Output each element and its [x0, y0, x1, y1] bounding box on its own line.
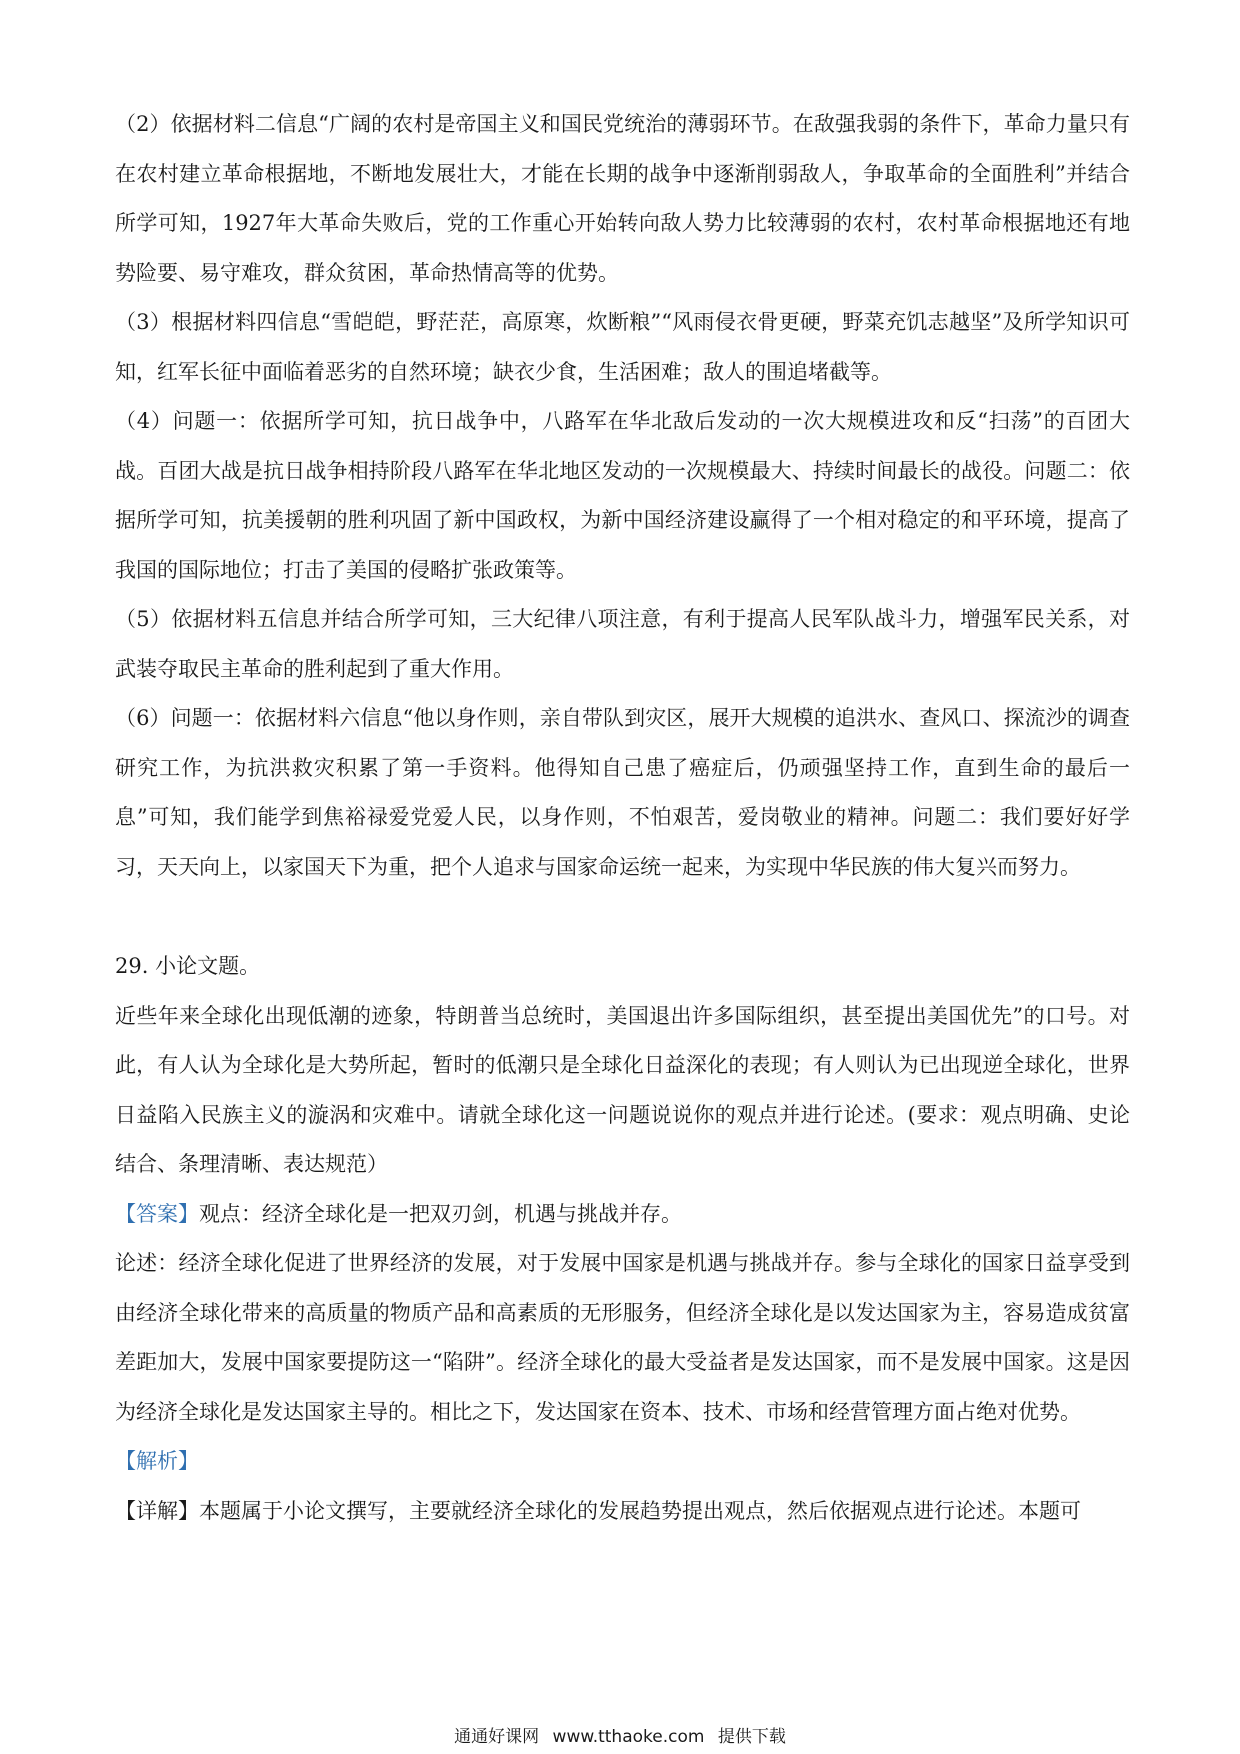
section-gap	[115, 892, 1130, 942]
detail-tag: 【详解】	[115, 1498, 199, 1523]
footer-site-name: 通通好课网	[454, 1727, 540, 1747]
document-content	[115, 100, 1130, 1536]
answer-paragraph-5: （5）依据材料五信息并结合所学可知，三大纪律八项注意，有利于提高人民军队战斗力，增强军民关系，对武装夺取民主革命的胜利起到了重大作用。	[115, 607, 1130, 681]
question-title: 29. 小论文题。	[115, 954, 261, 978]
answer-paragraph-6: （6）问题一：依据材料六信息“他以身作则，亲自带队到灾区，展开大规模的追洪水、查风口、探流沙的调查研究工作，为抗洪救灾积累了第一手资料。他得知自己患了癌症后，仍顽强坚持工作，直到生命的最后一息”可知，我们能学到焦裕禄爱党爱人民，以身作则，不怕艰苦，爱岗敬业的精神。问题二：我们要好好学习，天天向上，以家国天下为重，把个人追求与国家命运统一起来，为实现中华民族的伟大复兴而努力。	[115, 706, 1130, 879]
page-footer	[0, 1722, 1240, 1747]
detail-line	[115, 1487, 1130, 1537]
question-body: 近些年来全球化出现低潮的迹象，特朗普当总统时，美国退出许多国际组织，甚至提出美国优先”的口号。对此，有人认为全球化是大势所起，暂时的低潮只是全球化日益深化的表现；有人则认为已出现逆全球化，世界日益陷入民族主义的漩涡和灾难中。请就全球化这一问题说说你的观点并进行论述。(要求：观点明确、史论结合、条理清晰、表达规范）	[115, 1003, 1130, 1176]
answer-paragraph-2: （2）依据材料二信息“广阔的农村是帝国主义和国民党统治的薄弱环节。在敌强我弱的条件下，革命力量只有在农村建立革命根据地，不断地发展壮大，才能在长期的战争中逐渐削弱敌人，争取革命的全面胜利”并结合所学可知，1927年大革命失败后，党的工作重心开始转向敌人势力比较薄弱的农村，农村革命根据地还有地势险要、易守难攻，群众贫困，革命热情高等的优势。	[115, 112, 1130, 285]
answer-paragraph-3: （3）根据材料四信息“雪皑皑，野茫茫，高原寒，炊断粮”“风雨侵衣骨更硬，野菜充饥志越坚”及所学知识可知，红军长征中面临着恶劣的自然环境；缺衣少食，生活困难；敌人的围追堵截等。	[115, 310, 1130, 384]
answer-tag: 【答案】	[115, 1201, 199, 1226]
detail-text: 本题属于小论文撰写，主要就经济全球化的发展趋势提出观点，然后依据观点进行论述。本题可	[199, 1498, 1081, 1523]
footer-suffix: 提供下载	[717, 1727, 786, 1747]
answer-viewpoint: 观点：经济全球化是一把双刃剑，机遇与挑战并存。	[199, 1201, 682, 1226]
answer-argument: 论述：经济全球化促进了世界经济的发展，对于发展中国家是机遇与挑战并存。参与全球化的国家日益享受到由经济全球化带来的高质量的物质产品和高素质的无形服务，但经济全球化是以发达国家为主，容易造成贫富差距加大，发展中国家要提防这一“陷阱”。经济全球化的最大受益者是发达国家，而不是发展中国家。这是因为经济全球化是发达国家主导的。相比之下，发达国家在资本、技术、市场和经营管理方面占绝对优势。	[115, 1251, 1130, 1424]
analysis-tag: 【解析】	[115, 1449, 199, 1473]
analysis-line	[115, 1437, 1130, 1487]
footer-url[interactable]: www.tthaoke.com	[552, 1727, 705, 1747]
answer-viewpoint-line	[115, 1190, 1130, 1240]
answer-paragraph-4: （4）问题一：依据所学可知，抗日战争中，八路军在华北敌后发动的一次大规模进攻和反“扫荡”的百团大战。百团大战是抗日战争相持阶段八路军在华北地区发动的一次规模最大、持续时间最长的战役。问题二：依据所学可知，抗美援朝的胜利巩固了新中国政权，为新中国经济建设赢得了一个相对稳定的和平环境，提高了我国的国际地位；打击了美国的侵略扩张政策等。	[115, 409, 1130, 582]
